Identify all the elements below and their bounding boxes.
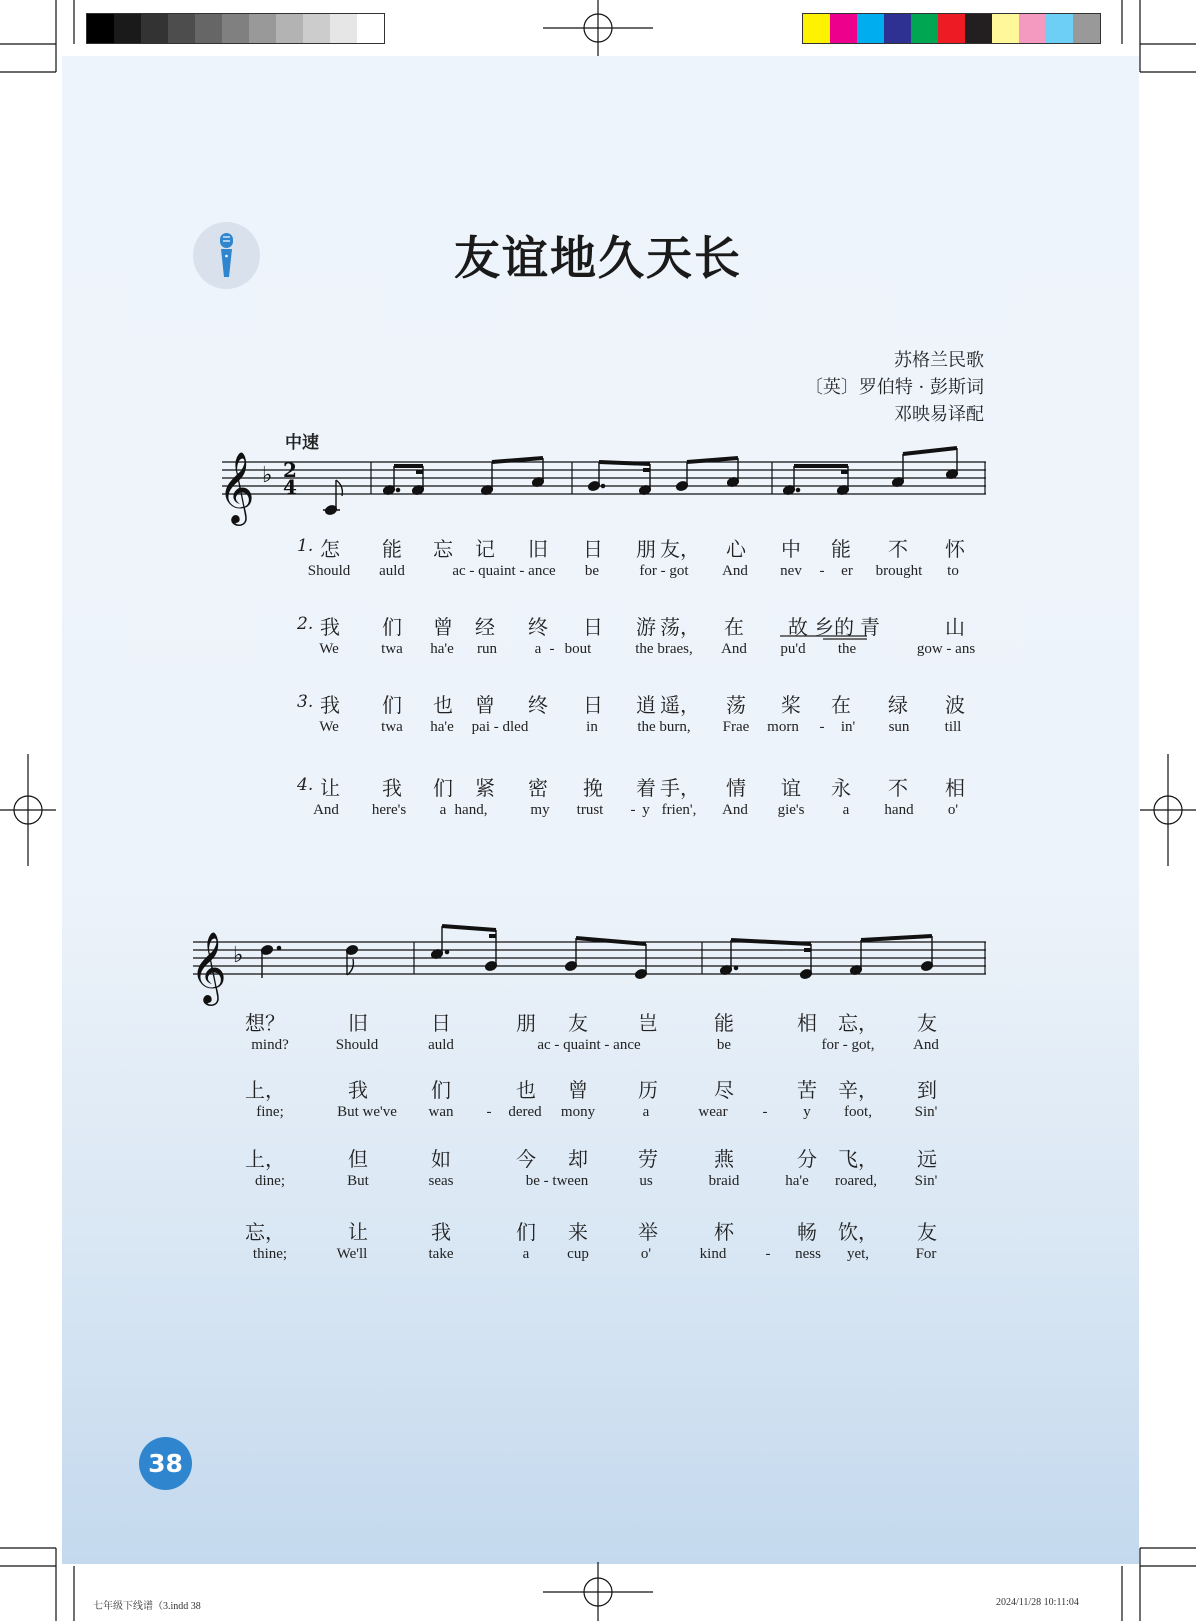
lyric-en: y <box>803 1104 811 1120</box>
lyric-en: ac - quaint - ance <box>452 563 556 579</box>
lyric-en: - <box>630 802 636 818</box>
lyric-zh: 到 <box>917 1078 937 1102</box>
lyric-en: But <box>347 1173 369 1189</box>
lyric-en: take <box>428 1246 454 1262</box>
lyric-en: And <box>313 802 339 818</box>
lyric-en: Should <box>335 1037 379 1053</box>
lyric-en: pai - dled <box>471 719 529 735</box>
credit-origin: 苏格兰民歌 <box>894 350 984 371</box>
lyric-en: wan <box>428 1104 454 1120</box>
lyric-en: foot, <box>844 1104 872 1120</box>
lyric-zh: 朋 <box>516 1011 536 1035</box>
treble-clef: 𝄞 <box>218 450 255 523</box>
lyric-zh: 心 <box>726 537 746 561</box>
lyric-zh: 畅 <box>797 1220 817 1244</box>
lyric-zh: 想？ <box>245 1011 285 1035</box>
notes-system-2 <box>260 926 933 980</box>
lyric-zh: 朋 <box>636 537 656 561</box>
lyric-zh: 让 <box>348 1220 368 1244</box>
lyric-zh: 苦 <box>797 1078 817 1102</box>
verse-number: 2. <box>297 614 314 634</box>
lyric-zh: 们 <box>431 1078 451 1102</box>
lyric-zh: 也 <box>516 1078 536 1102</box>
footer-timestamp: 2024/11/28 10:11:04 <box>996 1597 1079 1608</box>
lyric-zh: 紧 <box>475 776 495 800</box>
lyric-en: Should <box>307 563 351 579</box>
lyric-en: hand, <box>454 802 488 818</box>
lyric-en: for - got <box>639 563 689 579</box>
lyric-en: But we've <box>337 1104 397 1120</box>
lyric-en: - <box>765 1246 771 1262</box>
lyric-en: be <box>584 563 600 579</box>
lyric-en: for - got, <box>821 1037 875 1053</box>
lyric-en: dered <box>508 1104 542 1120</box>
lyric-zh: 杯 <box>714 1220 734 1244</box>
lyric-zh: 在 <box>724 615 744 639</box>
lyric-zh: 手， <box>660 776 700 800</box>
lyric-zh: 终 <box>528 615 548 639</box>
lyric-en: Sin' <box>914 1173 938 1189</box>
lyric-zh: 能 <box>714 1011 734 1035</box>
lyric-zh: 怎 <box>320 537 340 561</box>
lyric-en: mony <box>560 1104 596 1120</box>
lyric-zh: 友 <box>917 1011 937 1035</box>
lyric-en: cup <box>567 1246 589 1262</box>
lyric-en: ha'e <box>430 719 454 735</box>
lyric-zh: 波 <box>945 693 965 717</box>
lyric-zh: 我 <box>431 1220 451 1244</box>
lyric-zh: 日 <box>431 1011 451 1035</box>
lyric-zh: 让 <box>320 776 340 800</box>
lyric-en: - <box>486 1104 492 1120</box>
lyric-zh: 日 <box>583 693 603 717</box>
lyric-zh: 们 <box>382 693 402 717</box>
lyric-zh: 曾 <box>568 1078 588 1102</box>
lyric-zh: 友 <box>917 1220 937 1244</box>
lyric-en: And <box>722 802 748 818</box>
lyric-zh: 们 <box>516 1220 536 1244</box>
lyric-zh: 不 <box>888 537 908 561</box>
lyric-en: We <box>319 719 339 735</box>
lyric-en: a <box>534 641 542 657</box>
lyric-zh: 历 <box>638 1078 658 1102</box>
lyric-en: - <box>549 641 555 657</box>
lyric-en: my <box>530 802 550 818</box>
lyric-zh: 上， <box>245 1078 285 1102</box>
verse-number: 4. <box>297 775 314 795</box>
lyric-zh: 日 <box>583 537 603 561</box>
lyric-en: here's <box>371 802 407 818</box>
lyric-en: pu'd <box>780 641 806 657</box>
treble-clef-2: 𝄞 <box>190 930 227 1003</box>
lyric-zh: 也 <box>433 693 453 717</box>
lyric-en: ness <box>795 1246 821 1262</box>
lyric-en: brought <box>875 563 923 579</box>
lyric-zh: 荡， <box>660 615 700 639</box>
lyric-zh: 辛， <box>838 1078 878 1102</box>
page-number-badge: 38 <box>139 1437 192 1490</box>
lyric-en: twa <box>381 719 403 735</box>
lyric-en: o' <box>947 802 959 818</box>
lyric-en: roared, <box>834 1173 878 1189</box>
song-title: 友谊地久天长 <box>454 231 742 285</box>
lyric-zh: 我 <box>320 693 340 717</box>
lyric-en: auld <box>428 1037 454 1053</box>
lyric-zh: 饮， <box>838 1220 878 1244</box>
lyric-zh: 密 <box>528 776 548 800</box>
lyric-zh: 忘 <box>433 537 453 561</box>
lyric-zh: 故 乡的 <box>787 615 855 639</box>
lyric-en: in <box>586 719 598 735</box>
lyric-zh: 着 <box>636 776 656 800</box>
lyric-en: o' <box>640 1246 652 1262</box>
lyric-en: And <box>722 563 748 579</box>
lyric-en: ac - quaint - ance <box>537 1037 641 1053</box>
lyric-zh: 桨 <box>781 693 801 717</box>
lyric-en: - <box>819 719 825 735</box>
lyric-zh: 今 <box>516 1147 536 1171</box>
lyric-zh: 如 <box>431 1147 451 1171</box>
lyric-zh: 记 <box>475 537 495 561</box>
lyric-zh: 相 <box>945 776 965 800</box>
lyric-en: Sin' <box>914 1104 938 1120</box>
tempo-marking: 中速 <box>285 433 319 453</box>
lyric-zh: 情 <box>726 776 746 800</box>
lyric-zh: 山 <box>945 615 965 639</box>
lyric-zh: 终 <box>528 693 548 717</box>
lyric-en: Frae <box>722 719 750 735</box>
flat-key-signature-2: ♭ <box>233 943 244 968</box>
lyric-zh: 来 <box>568 1220 588 1244</box>
lyric-zh: 青 <box>860 615 880 639</box>
lyric-en: mind? <box>251 1037 289 1053</box>
lyric-zh: 游 <box>636 615 656 639</box>
lyric-en: We <box>319 641 339 657</box>
lyric-zh: 友， <box>660 537 700 561</box>
lyric-zh: 中 <box>781 537 801 561</box>
lyric-en: yet, <box>846 1246 870 1262</box>
lyric-en: gie's <box>777 802 805 818</box>
lyric-zh: 能 <box>382 537 402 561</box>
lyric-en: We'll <box>336 1246 368 1262</box>
lyric-zh: 荡 <box>726 693 746 717</box>
lyric-zh: 劳 <box>638 1147 658 1171</box>
lyric-en: braid <box>708 1173 740 1189</box>
lyric-en: er <box>841 563 853 579</box>
lyric-en: morn <box>767 719 799 735</box>
lyric-en: kind <box>699 1246 727 1262</box>
lyric-en: twa <box>381 641 403 657</box>
verse-number: 1. <box>297 536 314 556</box>
lyric-en: in' <box>840 719 856 735</box>
lyric-en: sun <box>888 719 910 735</box>
lyric-en: y <box>642 802 650 818</box>
lyric-en: the <box>837 641 857 657</box>
verse-number: 3. <box>297 692 314 712</box>
lyric-zh: 飞， <box>838 1147 878 1171</box>
lyric-zh: 绿 <box>888 693 908 717</box>
time-signature-bottom: 4 <box>283 475 297 499</box>
lyric-en: frien', <box>661 802 697 818</box>
lyric-zh: 在 <box>831 693 851 717</box>
lyric-en: nev <box>780 563 802 579</box>
lyric-zh: 逍 <box>636 693 656 717</box>
lyric-en: wear <box>698 1104 728 1120</box>
lyric-zh: 旧 <box>348 1011 368 1035</box>
lyric-en: trust <box>576 802 604 818</box>
lyric-en: be <box>716 1037 732 1053</box>
lyric-en: the braes, <box>635 641 693 657</box>
lyric-en: - <box>819 563 825 579</box>
lyric-en: For <box>915 1246 937 1262</box>
lyric-en: gow - ans <box>916 641 976 657</box>
lyric-zh: 永 <box>831 776 851 800</box>
lyric-en: fine; <box>256 1104 284 1120</box>
lyric-zh: 友 <box>568 1011 588 1035</box>
lyric-zh: 举 <box>638 1220 658 1244</box>
lyric-en: us <box>639 1173 653 1189</box>
lyric-zh: 我 <box>348 1078 368 1102</box>
lyric-zh: 们 <box>382 615 402 639</box>
lyric-en: be - tween <box>525 1173 589 1189</box>
lyric-zh: 怀 <box>945 537 965 561</box>
lyric-en: dine; <box>255 1173 285 1189</box>
lyric-zh: 日 <box>583 615 603 639</box>
lyric-zh: 分 <box>797 1147 817 1171</box>
lyric-en: hand <box>884 802 914 818</box>
lyric-en: ha'e <box>430 641 454 657</box>
lyric-zh: 燕 <box>714 1147 734 1171</box>
lyric-en: a <box>439 802 447 818</box>
lyric-zh: 远 <box>917 1147 937 1171</box>
lyric-zh: 能 <box>831 537 851 561</box>
lyric-zh: 经 <box>475 615 495 639</box>
lyric-zh: 们 <box>433 776 453 800</box>
lyric-zh: 上， <box>245 1147 285 1171</box>
lyric-en: auld <box>379 563 405 579</box>
lyric-en: And <box>721 641 747 657</box>
lyric-en: the burn, <box>637 719 691 735</box>
flat-key-signature: ♭ <box>262 463 273 488</box>
lyric-zh: 尽 <box>714 1078 734 1102</box>
lyric-en: a <box>642 1104 650 1120</box>
time-signature-top: 2 <box>283 458 297 482</box>
credit-translator: 邓映易译配 <box>894 404 984 425</box>
lyric-zh: 相 <box>797 1011 817 1035</box>
lyric-zh: 遥， <box>660 693 700 717</box>
lyric-en: bout <box>564 641 592 657</box>
lyric-en: seas <box>428 1173 454 1189</box>
lyric-en: a <box>842 802 850 818</box>
footer-file-slug: 七年级下线谱（3.indd 38 <box>93 1601 201 1612</box>
lyric-zh: 曾 <box>433 615 453 639</box>
lyric-zh: 却 <box>568 1147 588 1171</box>
lyric-en: thine; <box>252 1246 288 1262</box>
lyric-en: to <box>947 563 959 579</box>
lyric-zh: 挽 <box>583 776 603 800</box>
lyric-zh: 忘， <box>838 1011 878 1035</box>
credit-lyricist: 〔英〕罗伯特 · 彭斯词 <box>804 377 984 398</box>
lyric-zh: 曾 <box>475 693 495 717</box>
lyric-en: till <box>944 719 962 735</box>
lyric-zh: 不 <box>888 776 908 800</box>
lyric-zh: 但 <box>348 1147 368 1171</box>
lyric-en: ha'e <box>785 1173 809 1189</box>
lyric-en: - <box>762 1104 768 1120</box>
lyric-zh: 忘， <box>245 1220 285 1244</box>
lyric-zh: 岂 <box>638 1011 658 1035</box>
lyric-en: And <box>913 1037 939 1053</box>
lyric-zh: 旧 <box>528 537 548 561</box>
lyric-en: a <box>522 1246 530 1262</box>
lyric-zh: 我 <box>320 615 340 639</box>
lyric-zh: 谊 <box>781 776 801 800</box>
lyric-zh: 我 <box>382 776 402 800</box>
lyric-en: run <box>477 641 497 657</box>
